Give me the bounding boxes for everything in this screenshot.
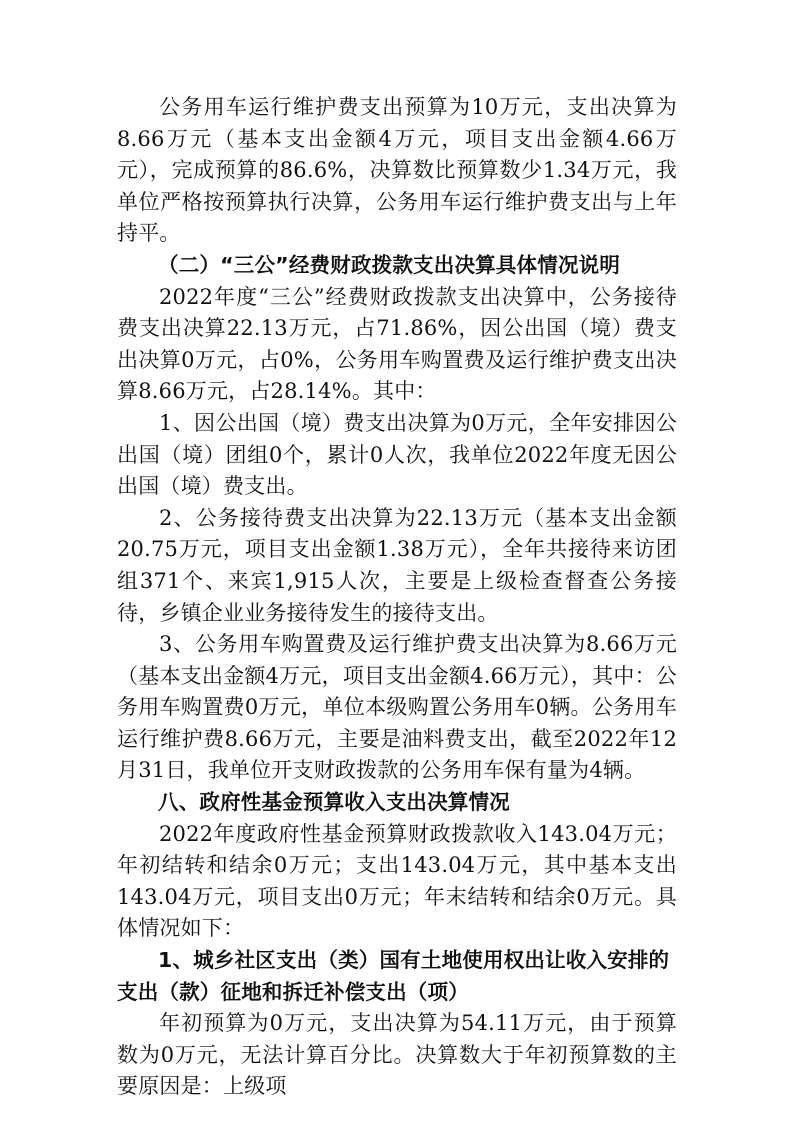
document-body [117, 92, 677, 1103]
paragraph-overseas-travel: 1、因公出国（境）费支出决算为0万元，全年安排因公出国（境）团组0个，累计0人次，我单位2022年度无因公出国（境）费支出。 [117, 410, 677, 499]
paragraph-land-compensation: 年初预算为0万元，支出决算为54.11万元，由于预算数为0万元，无法计算百分比。决算数大于年初预算数的主要原因是：上级项 [117, 1011, 677, 1099]
paragraph-vehicle-maintenance: 公务用车运行维护费支出预算为10万元，支出决算为8.66万元（基本支出金额4万元，项目支出金额4.66万元），完成预算的86.6%，决算数比预算数少1.34万元，我单位严格按预算执行决算，公务用车运行维护费支出与上年持平。 [117, 95, 677, 246]
section-heading-three-public-funds: （二）“三公”经费财政拨款支出决算具体情况说明 [158, 252, 621, 277]
paragraph-government-fund-summary: 2022年度政府性基金预算财政拨款收入143.04万元；年初结转和结余0万元；支出143.04万元，其中基本支出143.04万元，项目支出0万元；年末结转和结余0万元。具体情况如下： [117, 821, 677, 941]
paragraph-official-reception: 2、公务接待费支出决算为22.13万元（基本支出金额20.75万元，项目支出金额1.38万元），全年共接待来访团组371个、来宾1,915人次，主要是上级检查督查公务接待，乡镇企业业务接待发生的接待支出。 [117, 505, 677, 625]
paragraph-three-public-summary: 2022年度“三公”经费财政拨款支出决算中，公务接待费支出决算22.13万元，占71.86%，因公出国（境）费支出决算0万元，占0%，公务用车购置费及运行维护费支出决算8.66万元，占28.14%。其中： [117, 284, 677, 404]
paragraph-official-vehicles: 3、公务用车购置费及运行维护费支出决算为8.66万元（基本支出金额4万元，项目支出金额4.66万元），其中：公务用车购置费0万元，单位本级购置公务用车0辆。公务用车运行维护费8.66万元，主要是油料费支出，截至2022年12月31日，我单位开支财政拨款的公务用车保有量为4辆。 [117, 632, 677, 783]
subsection-heading-land-compensation: 1、城乡社区支出（类）国有土地使用权出让收入安排的支出（款）征地和拆迁补偿支出（项） [117, 948, 670, 1004]
section-heading-government-fund: 八、政府性基金预算收入支出决算情况 [158, 790, 510, 815]
